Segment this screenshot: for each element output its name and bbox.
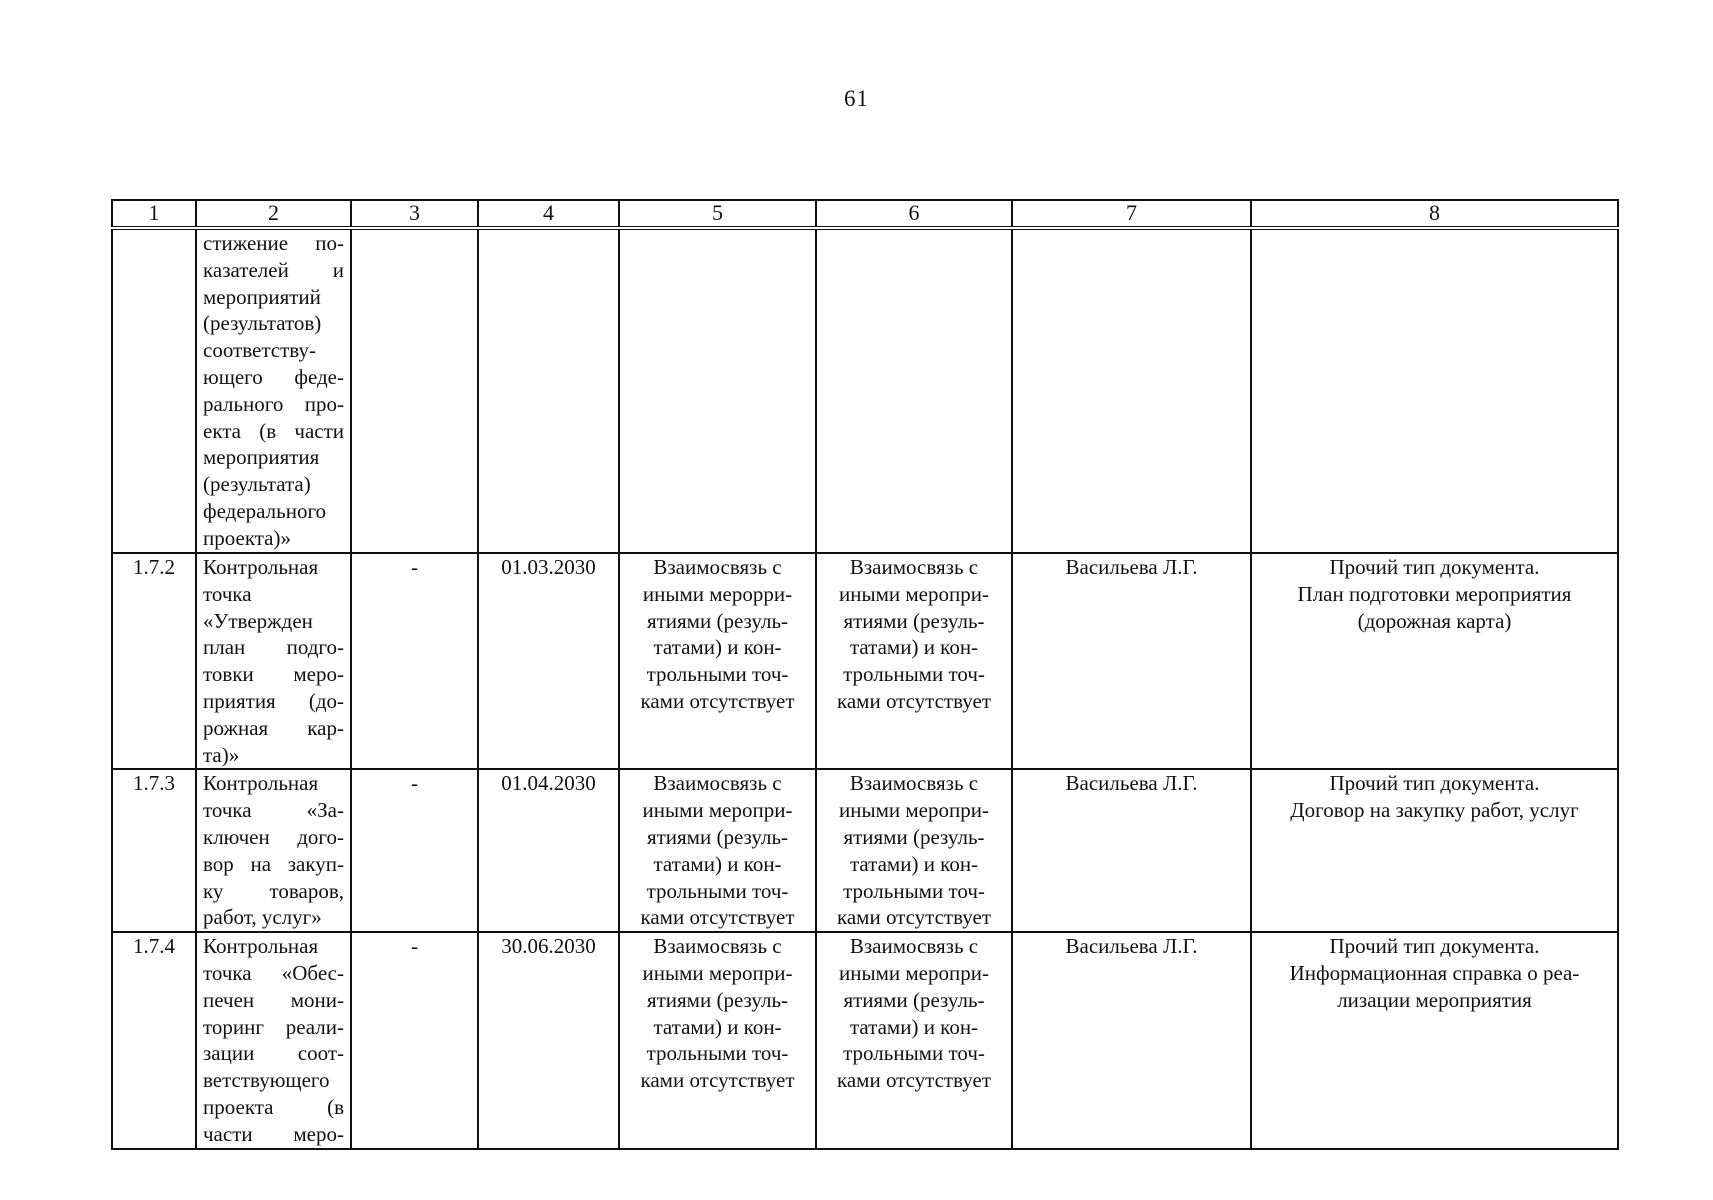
event-name-line: проекта)»: [203, 525, 291, 550]
predecessor-cell: [619, 553, 816, 769]
predecessor-text-line: Взаимосвязь с: [653, 934, 782, 959]
event-name-line: казателей и: [203, 257, 344, 282]
event-name-line: рального про-: [203, 391, 344, 416]
event-name-cell: [196, 932, 351, 1148]
document-text-line: (дорожная карта): [1357, 608, 1512, 633]
column-3-value: -: [411, 555, 418, 579]
header-cell-2: 2: [196, 200, 351, 228]
predecessor-text-line: ками отсутствует: [640, 1068, 795, 1093]
column-3-cell: [351, 932, 478, 1148]
event-name-line: ключен дого-: [203, 824, 344, 849]
predecessor-text-line: ятиями (резуль-: [646, 608, 789, 633]
header-cell-4: 4: [478, 200, 619, 228]
date-cell: [478, 932, 619, 1148]
successor-cell: [816, 228, 1012, 553]
table-row: [112, 769, 1618, 932]
successor-text-line: ками отсутствует: [836, 688, 992, 713]
successor-text-line: иными меропри-: [839, 960, 989, 985]
document-cell: [1251, 769, 1618, 932]
header-cell-7: 7: [1012, 200, 1251, 228]
document-text-line: Прочий тип документа.: [1329, 555, 1540, 579]
predecessor-text-line: ками отсутствует: [640, 688, 795, 713]
successor-text-line: Взаимосвязь с: [849, 934, 979, 959]
event-name-line: Контрольная: [203, 771, 319, 796]
event-name-line: точка «Обес-: [203, 960, 344, 985]
responsible-cell: [1012, 228, 1251, 553]
successor-text-line: татами) и кон-: [849, 851, 979, 876]
predecessor-text-line: Взаимосвязь с: [653, 771, 782, 796]
deadline-date: 01.04.2030: [501, 771, 596, 796]
event-name-line: ку товаров,: [203, 878, 344, 903]
successor-cell: [816, 553, 1012, 769]
document-text-line: План подготовки мероприятия: [1297, 581, 1572, 606]
event-name-line: товки меро-: [203, 662, 344, 687]
event-name-line: стижение по-: [203, 231, 344, 255]
row-number-cell: [112, 932, 196, 1148]
deadline-date: 30.06.2030: [501, 934, 596, 959]
deadline-date: 01.03.2030: [501, 555, 596, 579]
document-text-line: Прочий тип документа.: [1329, 934, 1540, 959]
successor-text-line: ками отсутствует: [836, 905, 992, 930]
header-cell-3: 3: [351, 200, 478, 228]
successor-cell: [816, 769, 1012, 932]
event-name-line: торинг реали-: [203, 1014, 344, 1039]
document-cell: [1251, 553, 1618, 769]
event-name-line: проекта (в: [203, 1094, 344, 1119]
successor-text-line: ятиями (резуль-: [843, 824, 985, 849]
event-name-cell: [196, 769, 351, 932]
header-cell-1: 1: [112, 200, 196, 228]
header-cell-5: 5: [619, 200, 816, 228]
predecessor-text-line: иными мероpри-: [642, 581, 793, 606]
event-name-line: план подго-: [203, 635, 344, 660]
plan-table: [111, 199, 1619, 1150]
responsible-person: Васильева Л.Г.: [1065, 555, 1198, 579]
event-name-line: рожная кар-: [203, 715, 344, 740]
successor-text-line: трольными точ-: [843, 878, 985, 903]
event-name-line: соответству-: [203, 338, 316, 363]
event-name-line: мероприятия: [203, 445, 320, 470]
predecessor-cell: [619, 932, 816, 1148]
event-name-line: точка «За-: [203, 798, 344, 823]
row-number: 1.7.4: [133, 934, 175, 959]
row-number-cell: [112, 228, 196, 553]
table-row: [112, 932, 1618, 1148]
predecessor-text-line: татами) и кон-: [653, 1014, 782, 1039]
responsible-cell: [1012, 769, 1251, 932]
successor-text-line: ятиями (резуль-: [843, 987, 985, 1012]
column-3-value: -: [411, 771, 418, 796]
predecessor-text-line: Взаимосвязь с: [653, 555, 782, 579]
event-name-line: вор на закуп-: [203, 851, 344, 876]
successor-text-line: татами) и кон-: [849, 1014, 979, 1039]
predecessor-text-line: иными меропри-: [642, 960, 793, 985]
predecessor-text-line: трольными точ-: [646, 662, 789, 687]
successor-text-line: трольными точ-: [843, 1041, 985, 1066]
event-name-line: работ, услуг»: [203, 905, 322, 930]
event-name-line: части меро-: [203, 1121, 344, 1146]
predecessor-text-line: ятиями (резуль-: [646, 824, 789, 849]
successor-text-line: трольными точ-: [843, 662, 985, 687]
document-cell: [1251, 228, 1618, 553]
successor-text-line: татами) и кон-: [849, 635, 979, 660]
predecessor-text-line: татами) и кон-: [653, 635, 782, 660]
row-number-cell: [112, 553, 196, 769]
successor-text-line: ками отсутствует: [836, 1068, 992, 1093]
responsible-person: Васильева Л.Г.: [1065, 771, 1198, 796]
successor-text-line: Взаимосвязь с: [849, 555, 979, 579]
header-row: [112, 200, 1618, 228]
event-name-line: (результатов): [203, 311, 322, 336]
predecessor-text-line: татами) и кон-: [653, 851, 782, 876]
column-3-cell: [351, 553, 478, 769]
document-text-line: Договор на закупку работ, услуг: [1290, 798, 1579, 823]
successor-text-line: иными меропри-: [839, 581, 989, 606]
column-3-value: -: [411, 934, 418, 959]
event-name-line: екта (в части: [203, 418, 344, 443]
event-name-line: Контрольная: [203, 934, 319, 959]
row-number-cell: [112, 769, 196, 932]
event-name-line: ветствующего: [203, 1068, 330, 1093]
event-name-cell: [196, 228, 351, 553]
column-3-cell: [351, 769, 478, 932]
successor-cell: [816, 932, 1012, 1148]
responsible-cell: [1012, 932, 1251, 1148]
column-3-cell: [351, 228, 478, 553]
row-number: 1.7.3: [133, 771, 175, 796]
successor-text-line: ятиями (резуль-: [843, 608, 985, 633]
successor-text-line: Взаимосвязь с: [849, 771, 979, 796]
document-text-line: Прочий тип документа.: [1329, 771, 1540, 796]
table-row: [112, 553, 1618, 769]
event-name-line: приятия (до-: [203, 688, 344, 713]
document-cell: [1251, 932, 1618, 1148]
successor-text-line: иными меропри-: [839, 798, 989, 823]
event-name-line: мероприятий: [203, 284, 321, 309]
date-cell: [478, 228, 619, 553]
event-name-line: Контрольная: [203, 555, 319, 579]
row-number: 1.7.2: [133, 555, 175, 579]
event-name-line: «Утвержден: [203, 608, 313, 633]
page-number: 61: [844, 86, 869, 111]
predecessor-cell: [619, 769, 816, 932]
document-text-line: лизации мероприятия: [1337, 987, 1532, 1012]
predecessor-cell: [619, 228, 816, 553]
event-name-line: та)»: [203, 742, 240, 767]
event-name-line: ющего феде-: [203, 364, 344, 389]
event-name-cell: [196, 553, 351, 769]
predecessor-text-line: ками отсутствует: [640, 905, 795, 930]
predecessor-text-line: трольными точ-: [646, 878, 789, 903]
responsible-person: Васильева Л.Г.: [1065, 934, 1198, 959]
predecessor-text-line: трольными точ-: [646, 1041, 789, 1066]
event-name-line: (результата): [203, 472, 311, 497]
event-name-line: точка: [203, 581, 252, 606]
header-cell-8: 8: [1251, 200, 1618, 228]
date-cell: [478, 553, 619, 769]
table-row: [112, 228, 1618, 553]
document-text-line: Информационная справка о реа-: [1289, 960, 1580, 985]
event-name-line: печен мони-: [203, 987, 344, 1012]
predecessor-text-line: иными меропри-: [642, 798, 793, 823]
event-name-line: федерального: [203, 498, 327, 523]
predecessor-text-line: ятиями (резуль-: [646, 987, 789, 1012]
header-cell-6: 6: [816, 200, 1012, 228]
responsible-cell: [1012, 553, 1251, 769]
event-name-line: зации соот-: [203, 1041, 344, 1066]
table-body: [112, 228, 1618, 1149]
date-cell: [478, 769, 619, 932]
